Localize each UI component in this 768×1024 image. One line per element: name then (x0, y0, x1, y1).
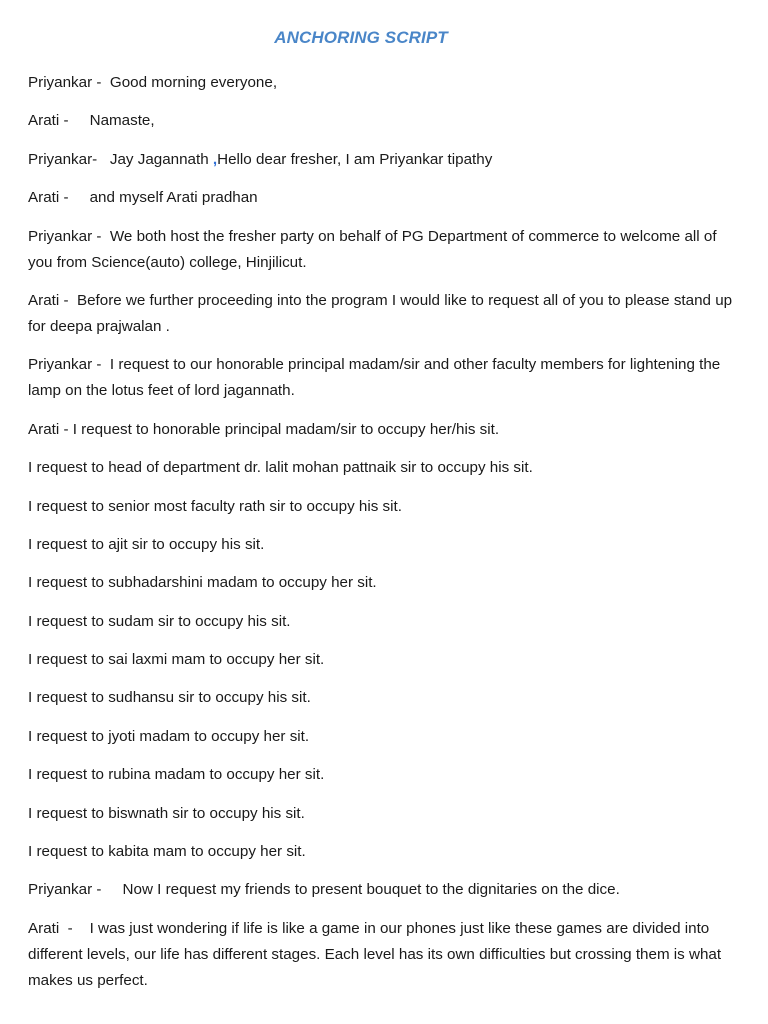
script-line (28, 570, 740, 596)
speaker-label: Arati - (28, 420, 73, 438)
line-text: Good morning everyone, (109, 74, 278, 91)
script-line (28, 916, 740, 994)
line-text: I request to rubina madam to occupy her sit. (28, 766, 325, 784)
line-text-continued: Hello dear fresher, I am Priyankar tipathy (217, 150, 493, 168)
line-text: and myself Arati pradhan (89, 189, 258, 207)
script-line (28, 352, 740, 404)
script-line (28, 224, 740, 276)
speaker-label: Priyankar- (28, 150, 110, 168)
script-line (28, 724, 740, 750)
line-text: I request to ajit sir to occupy his sit. (28, 535, 265, 553)
line-text: I request to sai laxmi mam to occupy her sit. (28, 651, 325, 669)
script-line (28, 108, 740, 134)
speaker-label: Arati - (28, 919, 90, 937)
script-line (28, 532, 740, 558)
highlight-comma: , (212, 150, 218, 168)
line-text: I request to sudhansu sir to occupy his sit. (28, 689, 311, 707)
script-line (28, 685, 740, 711)
line-text: I request to sudam sir to occupy his sit. (28, 612, 291, 630)
script-line (28, 609, 740, 635)
speaker-label: Priyankar - (28, 227, 110, 245)
speaker-label: Priyankar - (28, 881, 123, 899)
line-text: I request to head of department dr. lalit mohan pattnaik sir to occupy his sit. (28, 459, 533, 477)
line-text: We both host the fresher party on behalf of PG Department of commerce to welcome all of you from Science(auto) college, Hinjilicut. (28, 227, 721, 271)
script-line (28, 185, 740, 211)
line-text: Now I request my friends to present bouquet to the dignitaries on the dice. (122, 881, 620, 899)
line-text: Namaste, (89, 112, 155, 130)
line-text: I request to senior most faculty rath sir to occupy his sit. (28, 497, 402, 515)
line-text: I request to subhadarshini madam to occupy her sit. (28, 574, 377, 592)
script-line (28, 839, 740, 865)
script-line (28, 417, 740, 443)
script-line (28, 877, 740, 903)
script-line (28, 455, 740, 481)
line-text: I request to jyoti madam to occupy her sit. (28, 727, 310, 745)
speaker-label: Priyankar - (28, 356, 110, 374)
line-text: I was just wondering if life is like a game in our phones just like these games are divided into different levels, our life has different stages. Each level has its own difficulties but crossing them is what makes us perfect. (28, 919, 726, 989)
script-line (28, 494, 740, 520)
script-line (28, 647, 740, 673)
line-text: I request to honorable principal madam/sir to occupy her/his sit. (72, 420, 500, 438)
speaker-label: Priyankar - (28, 74, 110, 91)
script-line (28, 288, 740, 340)
document-title: ANCHORING SCRIPT (274, 28, 448, 47)
script-lines (28, 70, 740, 1006)
script-line (28, 70, 740, 96)
line-text: I request to kabita mam to occupy her sit. (28, 843, 306, 861)
script-line (28, 801, 740, 827)
line-text: I request to our honorable principal madam/sir and other faculty members for lightening the lamp on the lotus feet of lord jagannath. (28, 356, 725, 400)
script-line (28, 762, 740, 788)
line-text: I request to biswnath sir to occupy his sit. (28, 804, 305, 822)
line-text: Before we further proceeding into the program I would like to request all of you to please stand up for deepa prajwalan . (28, 291, 737, 335)
speaker-label: Arati - (28, 112, 90, 130)
line-text: Jay Jagannath (109, 150, 213, 168)
speaker-label: Arati - (28, 189, 90, 207)
script-line (28, 147, 740, 173)
speaker-label: Arati - (28, 291, 77, 309)
